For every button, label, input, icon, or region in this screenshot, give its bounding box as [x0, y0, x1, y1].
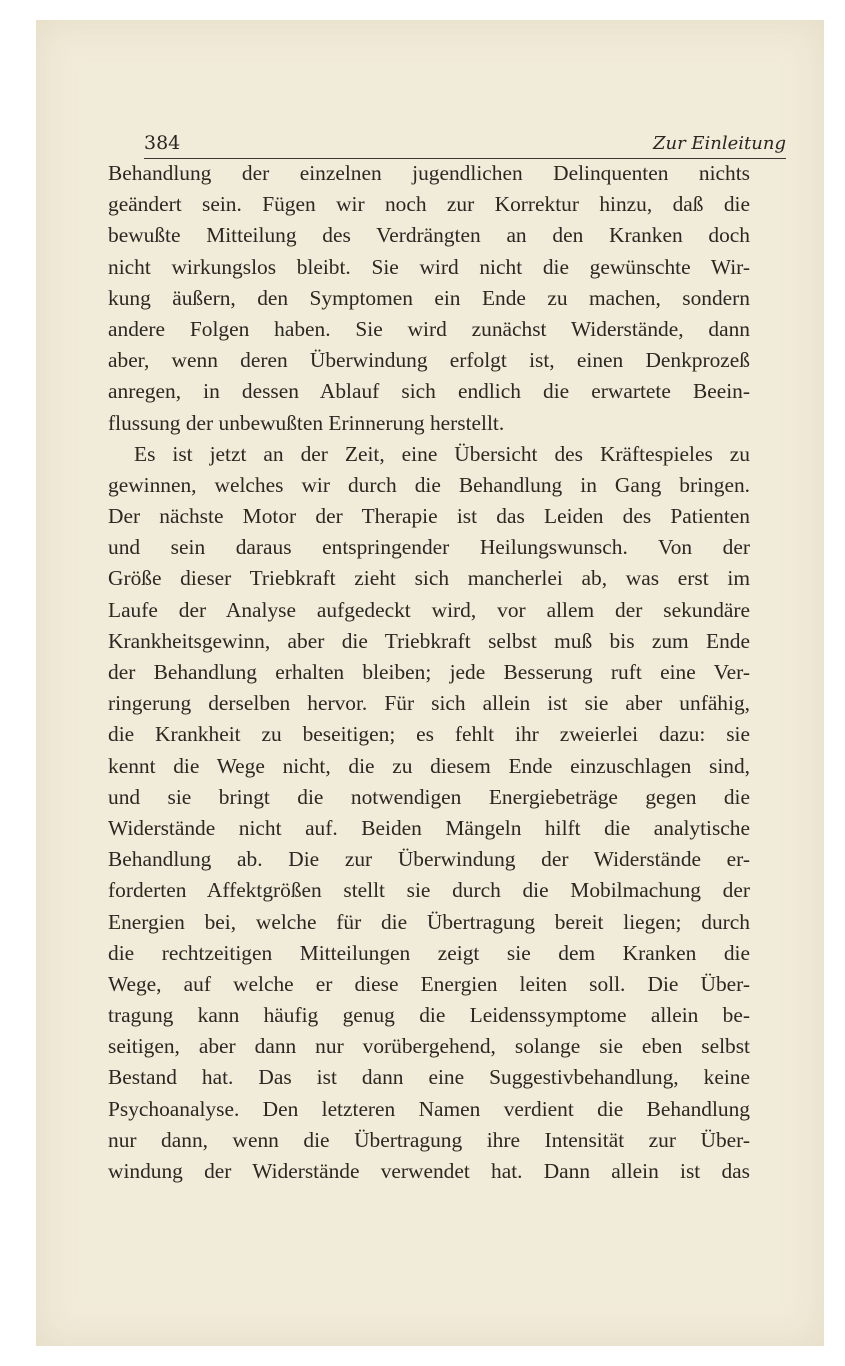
text-line: Widerstände nicht auf. Beiden Mängeln hilft die analytische — [108, 815, 750, 840]
text-line: Behandlung der einzelnen jugendlichen Delinquenten nichts — [108, 161, 750, 185]
text-line: Es ist jetzt an der Zeit, eine Übersicht des Kräftespieles zu — [134, 441, 750, 466]
text-line: Behandlung ab. Die zur Überwindung der Widerstände er- — [108, 847, 750, 872]
text-line: Energien bei, welche für die Übertragung bereit liegen; durch — [108, 909, 750, 934]
text-line: kung äußern, den Symptomen ein Ende zu machen, sondern — [108, 285, 750, 310]
text-line: Laufe der Analyse aufgedeckt wird, vor allem der sekundäre — [108, 597, 750, 622]
text-line: windung der Widerstände verwendet hat. Dann allein ist das — [108, 1159, 750, 1183]
text-line: Bestand hat. Das ist dann eine Suggestivbehandlung, keine — [108, 1065, 750, 1090]
text-line: die Krankheit zu beseitigen; es fehlt ihr zweierlei dazu: sie — [108, 722, 750, 747]
text-line: Krankheitsgewinn, aber die Triebkraft selbst muß bis zum Ende — [108, 628, 750, 653]
page-header — [144, 118, 786, 159]
text-line: Wege, auf welche er diese Energien leiten soll. Die Über- — [108, 971, 750, 996]
running-title: Zur Einleitung — [652, 133, 786, 154]
text-line: Psychoanalyse. Den letzteren Namen verdient die Behandlung — [108, 1096, 750, 1121]
text-line: bewußte Mitteilung des Verdrängten an den Kranken doch — [108, 223, 750, 248]
text-line: nur dann, wenn die Übertragung ihre Intensität zur Über- — [108, 1127, 750, 1152]
text-line: seitigen, aber dann nur vorübergehend, solange sie eben selbst — [108, 1034, 750, 1059]
text-line: aber, wenn deren Überwindung erfolgt ist, einen Denkprozeß — [108, 348, 750, 373]
text-line: nicht wirkungslos bleibt. Sie wird nicht die gewünschte Wir- — [108, 254, 750, 279]
text-line: flussung der unbewußten Erinnerung herstellt. — [108, 410, 505, 435]
text-line: der Behandlung erhalten bleiben; jede Besserung ruft eine Ver- — [108, 660, 750, 684]
text-line: die rechtzeitigen Mitteilungen zeigt sie dem Kranken die — [108, 940, 750, 965]
text-line: anregen, in dessen Ablauf sich endlich die erwartete Beein- — [108, 379, 750, 404]
text-line: forderten Affektgrößen stellt sie durch die Mobilmachung der — [108, 878, 750, 903]
text-line: tragung kann häufig genug die Leidenssymptome allein be- — [108, 1003, 750, 1028]
page-number: 384 — [144, 132, 181, 154]
body-text — [108, 158, 750, 1187]
text-line: gewinnen, welches wir durch die Behandlung in Gang bringen. — [108, 472, 750, 497]
text-line: Der nächste Motor der Therapie ist das Leiden des Patienten — [108, 504, 750, 529]
text-line: kennt die Wege nicht, die zu diesem Ende einzuschlagen sind, — [108, 753, 750, 778]
text-line: und sein daraus entspringender Heilungswunsch. Von der — [108, 535, 750, 560]
text-line: und sie bringt die notwendigen Energiebeträge gegen die — [108, 784, 750, 809]
text-line: andere Folgen haben. Sie wird zunächst Widerstände, dann — [108, 316, 750, 341]
text-line: ringerung derselben hervor. Für sich allein ist sie aber unfähig, — [108, 691, 750, 716]
text-line: Größe dieser Triebkraft zieht sich mancherlei ab, was erst im — [108, 566, 750, 591]
text-line: geändert sein. Fügen wir noch zur Korrektur hinzu, daß die — [108, 192, 750, 217]
